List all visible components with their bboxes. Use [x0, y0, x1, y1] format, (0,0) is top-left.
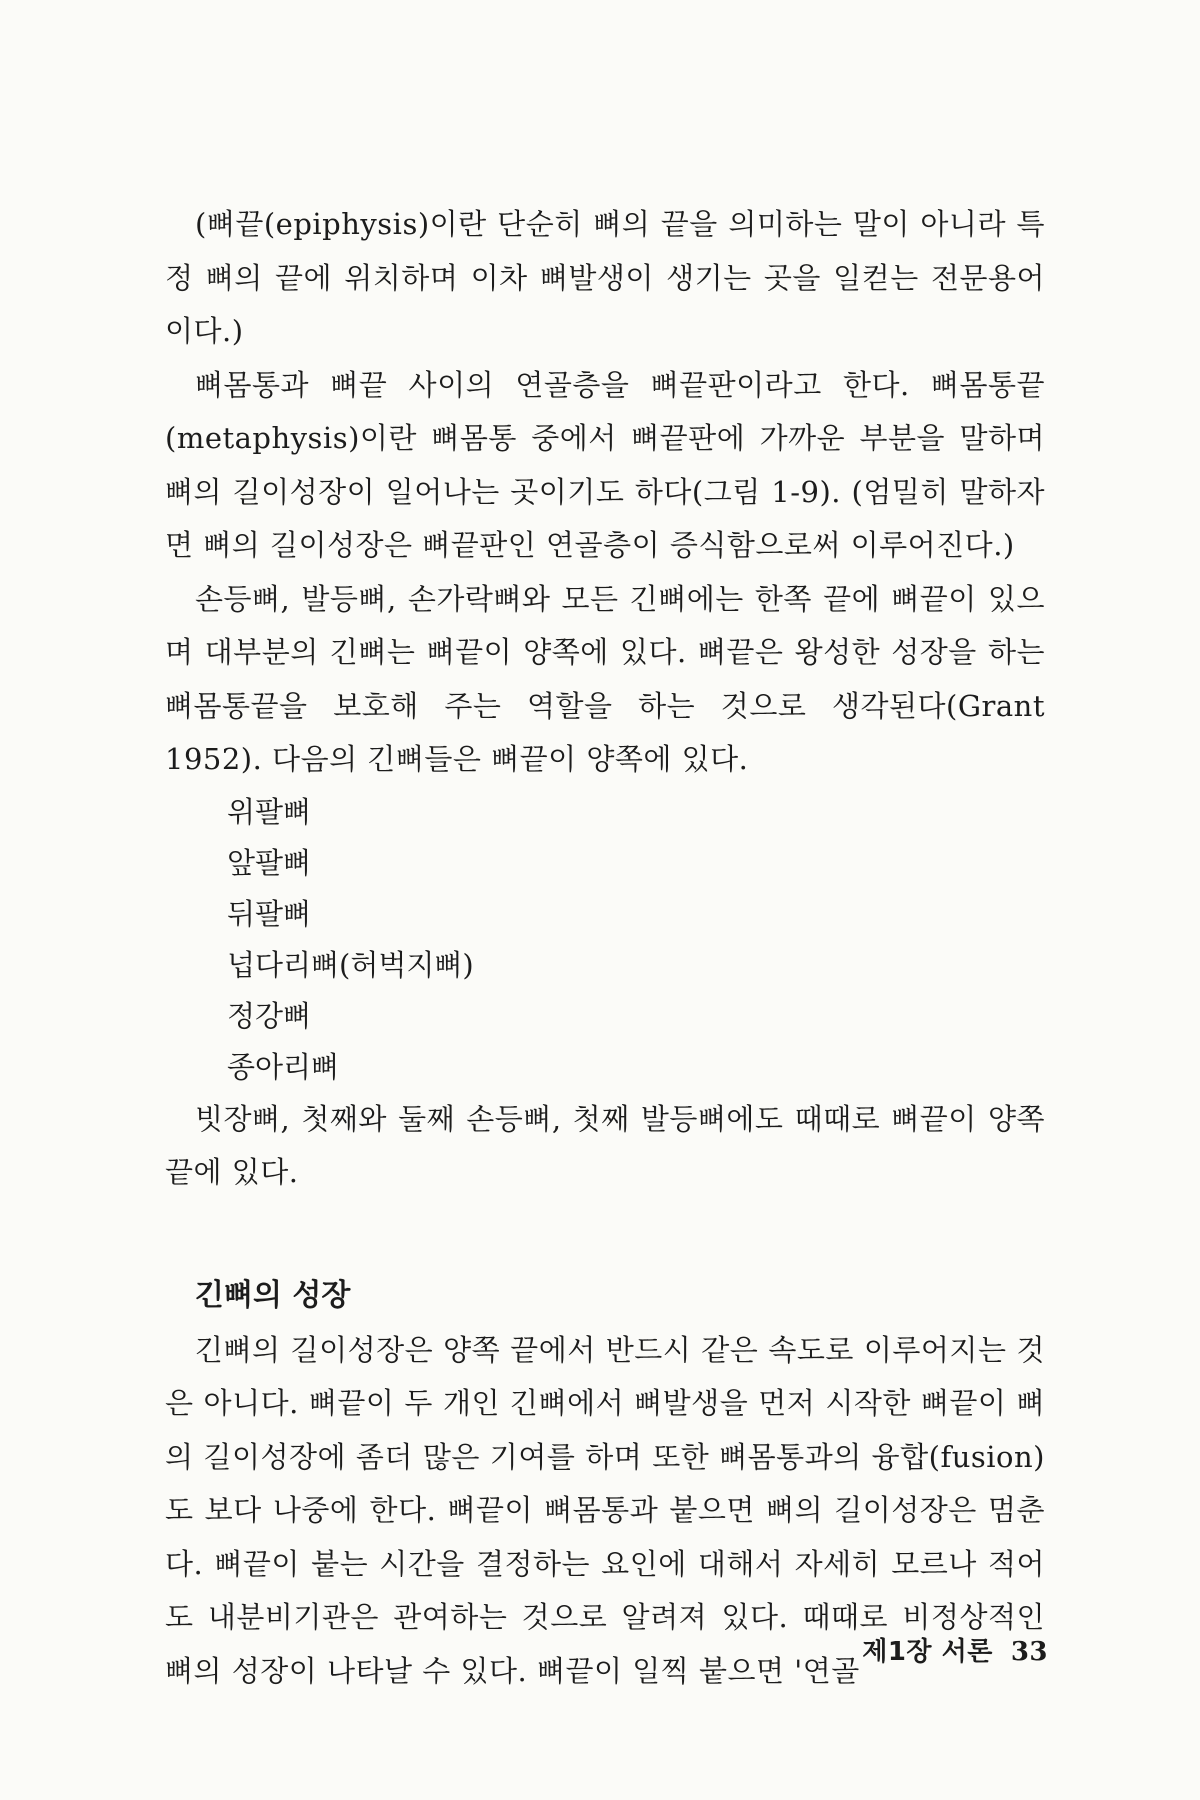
bone-list	[165, 787, 1045, 1093]
list-item: 뒤팔뼈	[227, 896, 312, 931]
paragraph-metaphysis: 뼈몸통과 뼈끝 사이의 연골층을 뼈끝판이라고 한다. 뼈몸통끝(metaphysis)이란 뼈몸통 중에서 뼈끝판에 가까운 부분을 말하며 뼈의 길이성장이 일어나는 곳이기도 하다(그림 1-9). (엄밀히 말하자면 뼈의 길이성장은 뼈끝판인 연골층이 증식함으로써 이루어진다.)	[165, 367, 1045, 562]
paragraph-growth: 긴뼈의 길이성장은 양쪽 끝에서 반드시 같은 속도로 이루어지는 것은 아니다. 뼈끝이 두 개인 긴뼈에서 뼈발생을 먼저 시작한 뼈끝이 뼈의 길이성장에 좀더 많은 기여를 하며 또한 뼈몸통과의 융합(fusion)도 보다 나중에 한다. 뼈끝이 뼈몸통과 붙으면 뼈의 길이성장은 멈춘다. 뼈끝이 붙는 시간을 결정하는 요인에 대해서 자세히 모르나 적어도 내분비기관은 관여하는 것으로 알려져 있다. 때때로 비정상적인 뼈의 성장이 나타날 수 있다. 뼈끝이 일찍 붙으면 '연골	[165, 1332, 1045, 1688]
list-item: 앞팔뼈	[227, 845, 312, 880]
section-heading: 긴뼈의 성장	[195, 1277, 351, 1313]
paragraph-epiphysis-definition: (뼈끝(epiphysis)이란 단순히 뼈의 끝을 의미하는 말이 아니라 특정 뼈의 끝에 위치하며 이차 뼈발생이 생기는 곳을 일컫는 전문용어이다.)	[165, 207, 1045, 348]
page-footer	[862, 1631, 1048, 1668]
page-number: 33	[1010, 1637, 1048, 1667]
list-item: 위팔뼈	[227, 794, 312, 829]
paragraph-clavicle: 빗장뼈, 첫째와 둘째 손등뼈, 첫째 발등뼈에도 때때로 뼈끝이 양쪽 끝에 있다.	[165, 1101, 1045, 1189]
list-item: 넙다리뼈(허벅지뼈)	[227, 947, 474, 982]
list-item: 종아리뼈	[227, 1049, 340, 1084]
page-content	[165, 198, 1045, 1698]
list-item: 정강뼈	[227, 998, 312, 1033]
paragraph-long-bones: 손등뼈, 발등뼈, 손가락뼈와 모든 긴뼈에는 한쪽 끝에 뼈끝이 있으며 대부분의 긴뼈는 뼈끝이 양쪽에 있다. 뼈끝은 왕성한 성장을 하는 뼈몸통끝을 보호해 주는 역할을 하는 것으로 생각된다(Grant 1952). 다음의 긴뼈들은 뼈끝이 양쪽에 있다.	[165, 581, 1045, 776]
chapter-label: 제1장 서론	[862, 1637, 993, 1667]
